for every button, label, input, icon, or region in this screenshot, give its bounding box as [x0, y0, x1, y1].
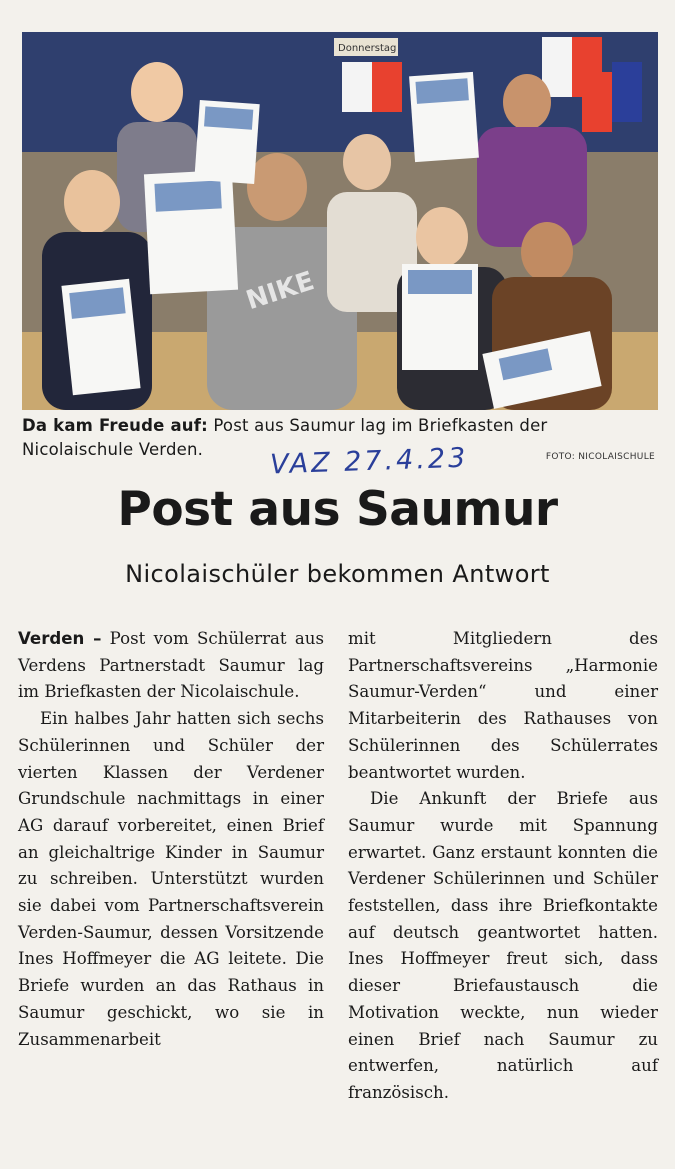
photo-illustration: [22, 32, 658, 410]
article-photo: [22, 32, 658, 410]
intro-text: Post vom Schülerrat aus Verdens Partnerstadt Saumur lag im Briefkasten der Nicolaischule.: [18, 629, 324, 702]
article-column-left: [18, 626, 324, 1053]
paragraph-body-3: Die Ankunft der Briefe aus Saumur wurde mit Spannung erwartet. Ganz erstaunt konnten die Verdener Schülerinnen und Schüler feststellen, dass ihre Briefkontakte auf deutsch geantwortet hatten. Ines Hoffmeyer freut sich, dass dieser Briefaustausch die Motivation weckte, nun wieder einen Brief nach Saumur zu entwerfen, natürlich auf französisch.: [348, 789, 658, 1102]
subheadline: Nicolaischüler bekommen Antwort: [125, 560, 550, 588]
dateline: Verden –: [18, 629, 102, 648]
paragraph-body-2: mit Mitgliedern des Partnerschaftsvereins „Harmonie Saumur-Verden“ und einer Mitarbeiterin des Rathauses von Schülerinnen des Schülerrates beantwortet wurden.: [348, 629, 658, 782]
handwritten-date-note: VAZ 27.4.23: [269, 442, 469, 481]
article-column-right: [348, 626, 658, 1107]
paragraph-body-1: Ein halbes Jahr hatten sich sechs Schülerinnen und Schüler der vierten Klassen der Verdener Grundschule nachmittags in einer AG darauf vorbereitet, einen Brief an gleichaltrige Kinder in Saumur zu schreiben. Unterstützt wurden sie dabei vom Partnerschaftsverein Verden-Saumur, dessen Vorsitzende Ines Hoffmeyer die AG leitete. Die Briefe wurden an das Rathaus in Saumur geschickt, wo sie in Zusammenarbeit: [18, 709, 324, 1049]
calendar-sign-text: Donnerstag: [338, 43, 397, 54]
paragraph-intro: [18, 626, 324, 706]
caption-text: Post aus Saumur lag im Briefkasten der Nicolaischule Verden.: [22, 416, 548, 459]
headline: Post aus Saumur: [117, 482, 558, 537]
caption-lead: Da kam Freude auf:: [22, 416, 208, 435]
photo-credit: FOTO: NICOLAISCHULE: [545, 452, 655, 462]
shirt-print-text: NIKE: [242, 266, 318, 317]
